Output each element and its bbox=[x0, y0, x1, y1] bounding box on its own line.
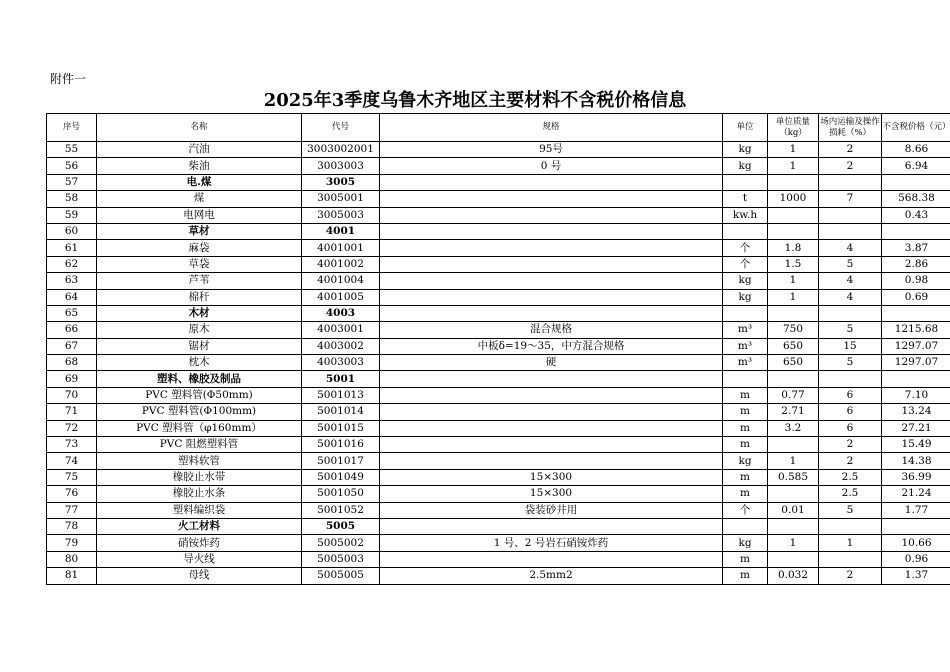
cell-mass: 1 bbox=[768, 289, 819, 305]
table-row bbox=[47, 355, 950, 371]
cell-seq: 68 bbox=[47, 355, 97, 371]
cell-code: 3003003 bbox=[302, 158, 380, 174]
cell-name: 锯材 bbox=[97, 338, 302, 354]
cell-price: 13.24 bbox=[882, 404, 950, 420]
cell-name: PVC 塑料管(Φ100mm) bbox=[97, 404, 302, 420]
cell-loss: 2 bbox=[819, 453, 882, 469]
header-unit: 单位 bbox=[723, 114, 768, 142]
cell-code: 5001050 bbox=[302, 486, 380, 502]
cell-price: 0.43 bbox=[882, 207, 950, 223]
table-row bbox=[47, 207, 950, 223]
cell-price bbox=[882, 371, 950, 387]
cell-name: 橡胶止水条 bbox=[97, 486, 302, 502]
header-name: 名称 bbox=[97, 114, 302, 142]
cell-code: 5005 bbox=[302, 518, 380, 534]
table-row bbox=[47, 404, 950, 420]
cell-name: 塑料、橡胶及制品 bbox=[97, 371, 302, 387]
cell-seq: 66 bbox=[47, 322, 97, 338]
header-loss: 场内运输及操作损耗（%） bbox=[819, 114, 882, 142]
cell-unit: kg bbox=[723, 142, 768, 158]
cell-unit: m bbox=[723, 568, 768, 584]
cell-spec bbox=[380, 437, 723, 453]
cell-loss: 2 bbox=[819, 568, 882, 584]
cell-mass bbox=[768, 518, 819, 534]
cell-seq: 61 bbox=[47, 240, 97, 256]
table-row bbox=[47, 518, 950, 534]
cell-seq: 73 bbox=[47, 437, 97, 453]
cell-name: 硝铵炸药 bbox=[97, 535, 302, 551]
cell-name: 原木 bbox=[97, 322, 302, 338]
cell-loss: 5 bbox=[819, 256, 882, 272]
cell-unit: kg bbox=[723, 289, 768, 305]
cell-price: 6.94 bbox=[882, 158, 950, 174]
cell-seq: 58 bbox=[47, 191, 97, 207]
cell-name: 火工材料 bbox=[97, 518, 302, 534]
table-row bbox=[47, 535, 950, 551]
cell-loss: 1 bbox=[819, 535, 882, 551]
cell-code: 4003001 bbox=[302, 322, 380, 338]
cell-spec: 中板δ=19～35，中方混合规格 bbox=[380, 338, 723, 354]
cell-spec bbox=[380, 453, 723, 469]
cell-seq: 72 bbox=[47, 420, 97, 436]
cell-price: 7.10 bbox=[882, 387, 950, 403]
document-title: 2025年3季度乌鲁木齐地区主要材料不含税价格信息 bbox=[263, 90, 687, 111]
cell-unit: m bbox=[723, 420, 768, 436]
cell-loss: 2 bbox=[819, 437, 882, 453]
cell-mass bbox=[768, 551, 819, 567]
cell-unit: kg bbox=[723, 453, 768, 469]
cell-unit bbox=[723, 223, 768, 239]
cell-price bbox=[882, 223, 950, 239]
cell-spec bbox=[380, 273, 723, 289]
cell-price: 2.86 bbox=[882, 256, 950, 272]
table-row bbox=[47, 371, 950, 387]
cell-seq: 70 bbox=[47, 387, 97, 403]
cell-code: 5001 bbox=[302, 371, 380, 387]
cell-unit: 个 bbox=[723, 256, 768, 272]
cell-code: 3003002001 bbox=[302, 142, 380, 158]
cell-unit: kg bbox=[723, 273, 768, 289]
cell-price: 1.77 bbox=[882, 502, 950, 518]
cell-name: 母线 bbox=[97, 568, 302, 584]
cell-price: 1297.07 bbox=[882, 355, 950, 371]
cell-code: 3005 bbox=[302, 174, 380, 190]
cell-spec: 硬 bbox=[380, 355, 723, 371]
cell-spec bbox=[380, 305, 723, 321]
cell-price: 15.49 bbox=[882, 437, 950, 453]
cell-seq: 67 bbox=[47, 338, 97, 354]
cell-code: 5001016 bbox=[302, 437, 380, 453]
cell-price: 21.24 bbox=[882, 486, 950, 502]
cell-price bbox=[882, 174, 950, 190]
cell-name: 芦苇 bbox=[97, 273, 302, 289]
table-row bbox=[47, 568, 950, 584]
cell-spec: 95号 bbox=[380, 142, 723, 158]
table-row bbox=[47, 551, 950, 567]
cell-mass: 1 bbox=[768, 273, 819, 289]
cell-unit: m³ bbox=[723, 338, 768, 354]
cell-loss: 6 bbox=[819, 404, 882, 420]
table-row bbox=[47, 158, 950, 174]
cell-price: 1297.07 bbox=[882, 338, 950, 354]
cell-mass: 1 bbox=[768, 453, 819, 469]
cell-unit: m bbox=[723, 387, 768, 403]
price-table bbox=[46, 113, 950, 585]
cell-price: 0.69 bbox=[882, 289, 950, 305]
cell-loss: 6 bbox=[819, 387, 882, 403]
cell-mass: 1.8 bbox=[768, 240, 819, 256]
cell-unit bbox=[723, 174, 768, 190]
cell-code: 4001004 bbox=[302, 273, 380, 289]
attachment-label: 附件一 bbox=[50, 72, 87, 86]
cell-seq: 59 bbox=[47, 207, 97, 223]
table-row bbox=[47, 469, 950, 485]
cell-mass: 1.5 bbox=[768, 256, 819, 272]
cell-seq: 57 bbox=[47, 174, 97, 190]
cell-price: 10.66 bbox=[882, 535, 950, 551]
cell-mass: 0.585 bbox=[768, 469, 819, 485]
cell-loss: 2 bbox=[819, 158, 882, 174]
cell-code: 3005001 bbox=[302, 191, 380, 207]
cell-price: 36.99 bbox=[882, 469, 950, 485]
cell-unit: t bbox=[723, 191, 768, 207]
cell-spec: 2.5mm2 bbox=[380, 568, 723, 584]
cell-unit bbox=[723, 305, 768, 321]
cell-code: 4003003 bbox=[302, 355, 380, 371]
cell-spec bbox=[380, 174, 723, 190]
cell-loss bbox=[819, 223, 882, 239]
cell-seq: 65 bbox=[47, 305, 97, 321]
cell-seq: 77 bbox=[47, 502, 97, 518]
cell-mass: 1 bbox=[768, 142, 819, 158]
cell-loss: 4 bbox=[819, 273, 882, 289]
cell-mass: 3.2 bbox=[768, 420, 819, 436]
cell-name: 枕木 bbox=[97, 355, 302, 371]
header-seq: 序号 bbox=[47, 114, 97, 142]
cell-spec bbox=[380, 240, 723, 256]
cell-mass bbox=[768, 486, 819, 502]
cell-name: PVC 塑料管（φ160mm） bbox=[97, 420, 302, 436]
cell-seq: 74 bbox=[47, 453, 97, 469]
cell-seq: 55 bbox=[47, 142, 97, 158]
cell-name: 塑料软管 bbox=[97, 453, 302, 469]
cell-code: 4003 bbox=[302, 305, 380, 321]
cell-code: 5001049 bbox=[302, 469, 380, 485]
cell-spec bbox=[380, 289, 723, 305]
cell-code: 5005005 bbox=[302, 568, 380, 584]
cell-seq: 81 bbox=[47, 568, 97, 584]
cell-code: 5001013 bbox=[302, 387, 380, 403]
cell-mass: 0.032 bbox=[768, 568, 819, 584]
cell-mass: 0.77 bbox=[768, 387, 819, 403]
table-row bbox=[47, 502, 950, 518]
cell-name: 电.煤 bbox=[97, 174, 302, 190]
cell-loss: 5 bbox=[819, 355, 882, 371]
cell-seq: 56 bbox=[47, 158, 97, 174]
table-row bbox=[47, 256, 950, 272]
cell-loss bbox=[819, 207, 882, 223]
cell-spec: 袋装砂井用 bbox=[380, 502, 723, 518]
cell-loss: 2.5 bbox=[819, 486, 882, 502]
cell-loss: 2.5 bbox=[819, 469, 882, 485]
table-row bbox=[47, 338, 950, 354]
cell-seq: 75 bbox=[47, 469, 97, 485]
cell-name: 棉秆 bbox=[97, 289, 302, 305]
cell-mass: 1 bbox=[768, 535, 819, 551]
cell-code: 5005002 bbox=[302, 535, 380, 551]
table-row bbox=[47, 453, 950, 469]
cell-code: 5005003 bbox=[302, 551, 380, 567]
header-spec: 规格 bbox=[380, 114, 723, 142]
cell-code: 4001005 bbox=[302, 289, 380, 305]
cell-spec bbox=[380, 404, 723, 420]
cell-loss bbox=[819, 174, 882, 190]
cell-code: 3005003 bbox=[302, 207, 380, 223]
cell-name: 木材 bbox=[97, 305, 302, 321]
cell-mass bbox=[768, 371, 819, 387]
cell-name: PVC 阻燃塑料管 bbox=[97, 437, 302, 453]
cell-seq: 71 bbox=[47, 404, 97, 420]
table-row bbox=[47, 437, 950, 453]
cell-mass bbox=[768, 207, 819, 223]
cell-unit: m³ bbox=[723, 322, 768, 338]
cell-seq: 64 bbox=[47, 289, 97, 305]
table-body bbox=[47, 142, 950, 585]
cell-unit: 个 bbox=[723, 502, 768, 518]
cell-mass: 750 bbox=[768, 322, 819, 338]
table-row bbox=[47, 174, 950, 190]
cell-mass: 1 bbox=[768, 158, 819, 174]
cell-unit bbox=[723, 518, 768, 534]
cell-code: 5001014 bbox=[302, 404, 380, 420]
cell-loss: 5 bbox=[819, 322, 882, 338]
cell-spec bbox=[380, 387, 723, 403]
cell-price: 3.87 bbox=[882, 240, 950, 256]
cell-spec bbox=[380, 191, 723, 207]
cell-loss: 15 bbox=[819, 338, 882, 354]
cell-price bbox=[882, 518, 950, 534]
cell-loss bbox=[819, 305, 882, 321]
cell-code: 5001052 bbox=[302, 502, 380, 518]
table-row bbox=[47, 387, 950, 403]
table-row bbox=[47, 289, 950, 305]
cell-code: 5001017 bbox=[302, 453, 380, 469]
header-code: 代号 bbox=[302, 114, 380, 142]
cell-spec: 混合规格 bbox=[380, 322, 723, 338]
cell-code: 4001002 bbox=[302, 256, 380, 272]
cell-price: 14.38 bbox=[882, 453, 950, 469]
cell-mass bbox=[768, 223, 819, 239]
cell-name: 草材 bbox=[97, 223, 302, 239]
cell-loss bbox=[819, 518, 882, 534]
cell-seq: 80 bbox=[47, 551, 97, 567]
cell-name: 草袋 bbox=[97, 256, 302, 272]
table-row bbox=[47, 305, 950, 321]
cell-loss: 4 bbox=[819, 289, 882, 305]
table-row bbox=[47, 142, 950, 158]
table-header bbox=[47, 114, 950, 142]
table-row bbox=[47, 240, 950, 256]
table-row bbox=[47, 273, 950, 289]
cell-price: 8.66 bbox=[882, 142, 950, 158]
cell-spec: 15×300 bbox=[380, 469, 723, 485]
cell-code: 5001015 bbox=[302, 420, 380, 436]
cell-seq: 69 bbox=[47, 371, 97, 387]
cell-price: 0.98 bbox=[882, 273, 950, 289]
cell-spec bbox=[380, 371, 723, 387]
cell-unit: 个 bbox=[723, 240, 768, 256]
cell-price: 27.21 bbox=[882, 420, 950, 436]
cell-unit: kw.h bbox=[723, 207, 768, 223]
cell-spec: 1 号、2 号岩石硝铵炸药 bbox=[380, 535, 723, 551]
cell-price: 1.37 bbox=[882, 568, 950, 584]
header-price: 不含税价格（元） bbox=[882, 114, 950, 142]
table-row bbox=[47, 486, 950, 502]
cell-unit: m bbox=[723, 404, 768, 420]
cell-loss: 4 bbox=[819, 240, 882, 256]
cell-seq: 79 bbox=[47, 535, 97, 551]
cell-mass: 1000 bbox=[768, 191, 819, 207]
cell-mass: 650 bbox=[768, 355, 819, 371]
cell-mass: 0.01 bbox=[768, 502, 819, 518]
cell-price: 0.96 bbox=[882, 551, 950, 567]
cell-price bbox=[882, 305, 950, 321]
table-row bbox=[47, 223, 950, 239]
cell-seq: 63 bbox=[47, 273, 97, 289]
cell-name: 导火线 bbox=[97, 551, 302, 567]
cell-mass: 2.71 bbox=[768, 404, 819, 420]
cell-name: 煤 bbox=[97, 191, 302, 207]
cell-spec bbox=[380, 223, 723, 239]
cell-unit: m³ bbox=[723, 355, 768, 371]
cell-spec bbox=[380, 551, 723, 567]
cell-spec bbox=[380, 256, 723, 272]
cell-spec bbox=[380, 207, 723, 223]
cell-seq: 76 bbox=[47, 486, 97, 502]
cell-name: PVC 塑料管(Φ50mm) bbox=[97, 387, 302, 403]
cell-code: 4003002 bbox=[302, 338, 380, 354]
cell-mass bbox=[768, 437, 819, 453]
cell-seq: 60 bbox=[47, 223, 97, 239]
cell-unit: kg bbox=[723, 158, 768, 174]
cell-unit: m bbox=[723, 469, 768, 485]
cell-spec: 15×300 bbox=[380, 486, 723, 502]
table-row bbox=[47, 322, 950, 338]
cell-loss: 7 bbox=[819, 191, 882, 207]
cell-name: 汽油 bbox=[97, 142, 302, 158]
cell-seq: 62 bbox=[47, 256, 97, 272]
header-mass: 单位质量（kg） bbox=[768, 114, 819, 142]
cell-unit: m bbox=[723, 437, 768, 453]
cell-spec bbox=[380, 518, 723, 534]
cell-mass bbox=[768, 174, 819, 190]
cell-name: 麻袋 bbox=[97, 240, 302, 256]
cell-mass bbox=[768, 305, 819, 321]
cell-unit: m bbox=[723, 551, 768, 567]
cell-loss bbox=[819, 371, 882, 387]
cell-seq: 78 bbox=[47, 518, 97, 534]
cell-price: 568.38 bbox=[882, 191, 950, 207]
table-row bbox=[47, 420, 950, 436]
cell-name: 柴油 bbox=[97, 158, 302, 174]
cell-unit: m bbox=[723, 486, 768, 502]
cell-spec: 0 号 bbox=[380, 158, 723, 174]
cell-name: 塑料编织袋 bbox=[97, 502, 302, 518]
cell-unit bbox=[723, 371, 768, 387]
cell-code: 4001 bbox=[302, 223, 380, 239]
cell-unit: kg bbox=[723, 535, 768, 551]
cell-name: 电网电 bbox=[97, 207, 302, 223]
cell-code: 4001001 bbox=[302, 240, 380, 256]
cell-name: 橡胶止水带 bbox=[97, 469, 302, 485]
cell-loss bbox=[819, 551, 882, 567]
cell-mass: 650 bbox=[768, 338, 819, 354]
cell-loss: 6 bbox=[819, 420, 882, 436]
cell-price: 1215.68 bbox=[882, 322, 950, 338]
cell-loss: 5 bbox=[819, 502, 882, 518]
table-row bbox=[47, 191, 950, 207]
cell-spec bbox=[380, 420, 723, 436]
cell-loss: 2 bbox=[819, 142, 882, 158]
